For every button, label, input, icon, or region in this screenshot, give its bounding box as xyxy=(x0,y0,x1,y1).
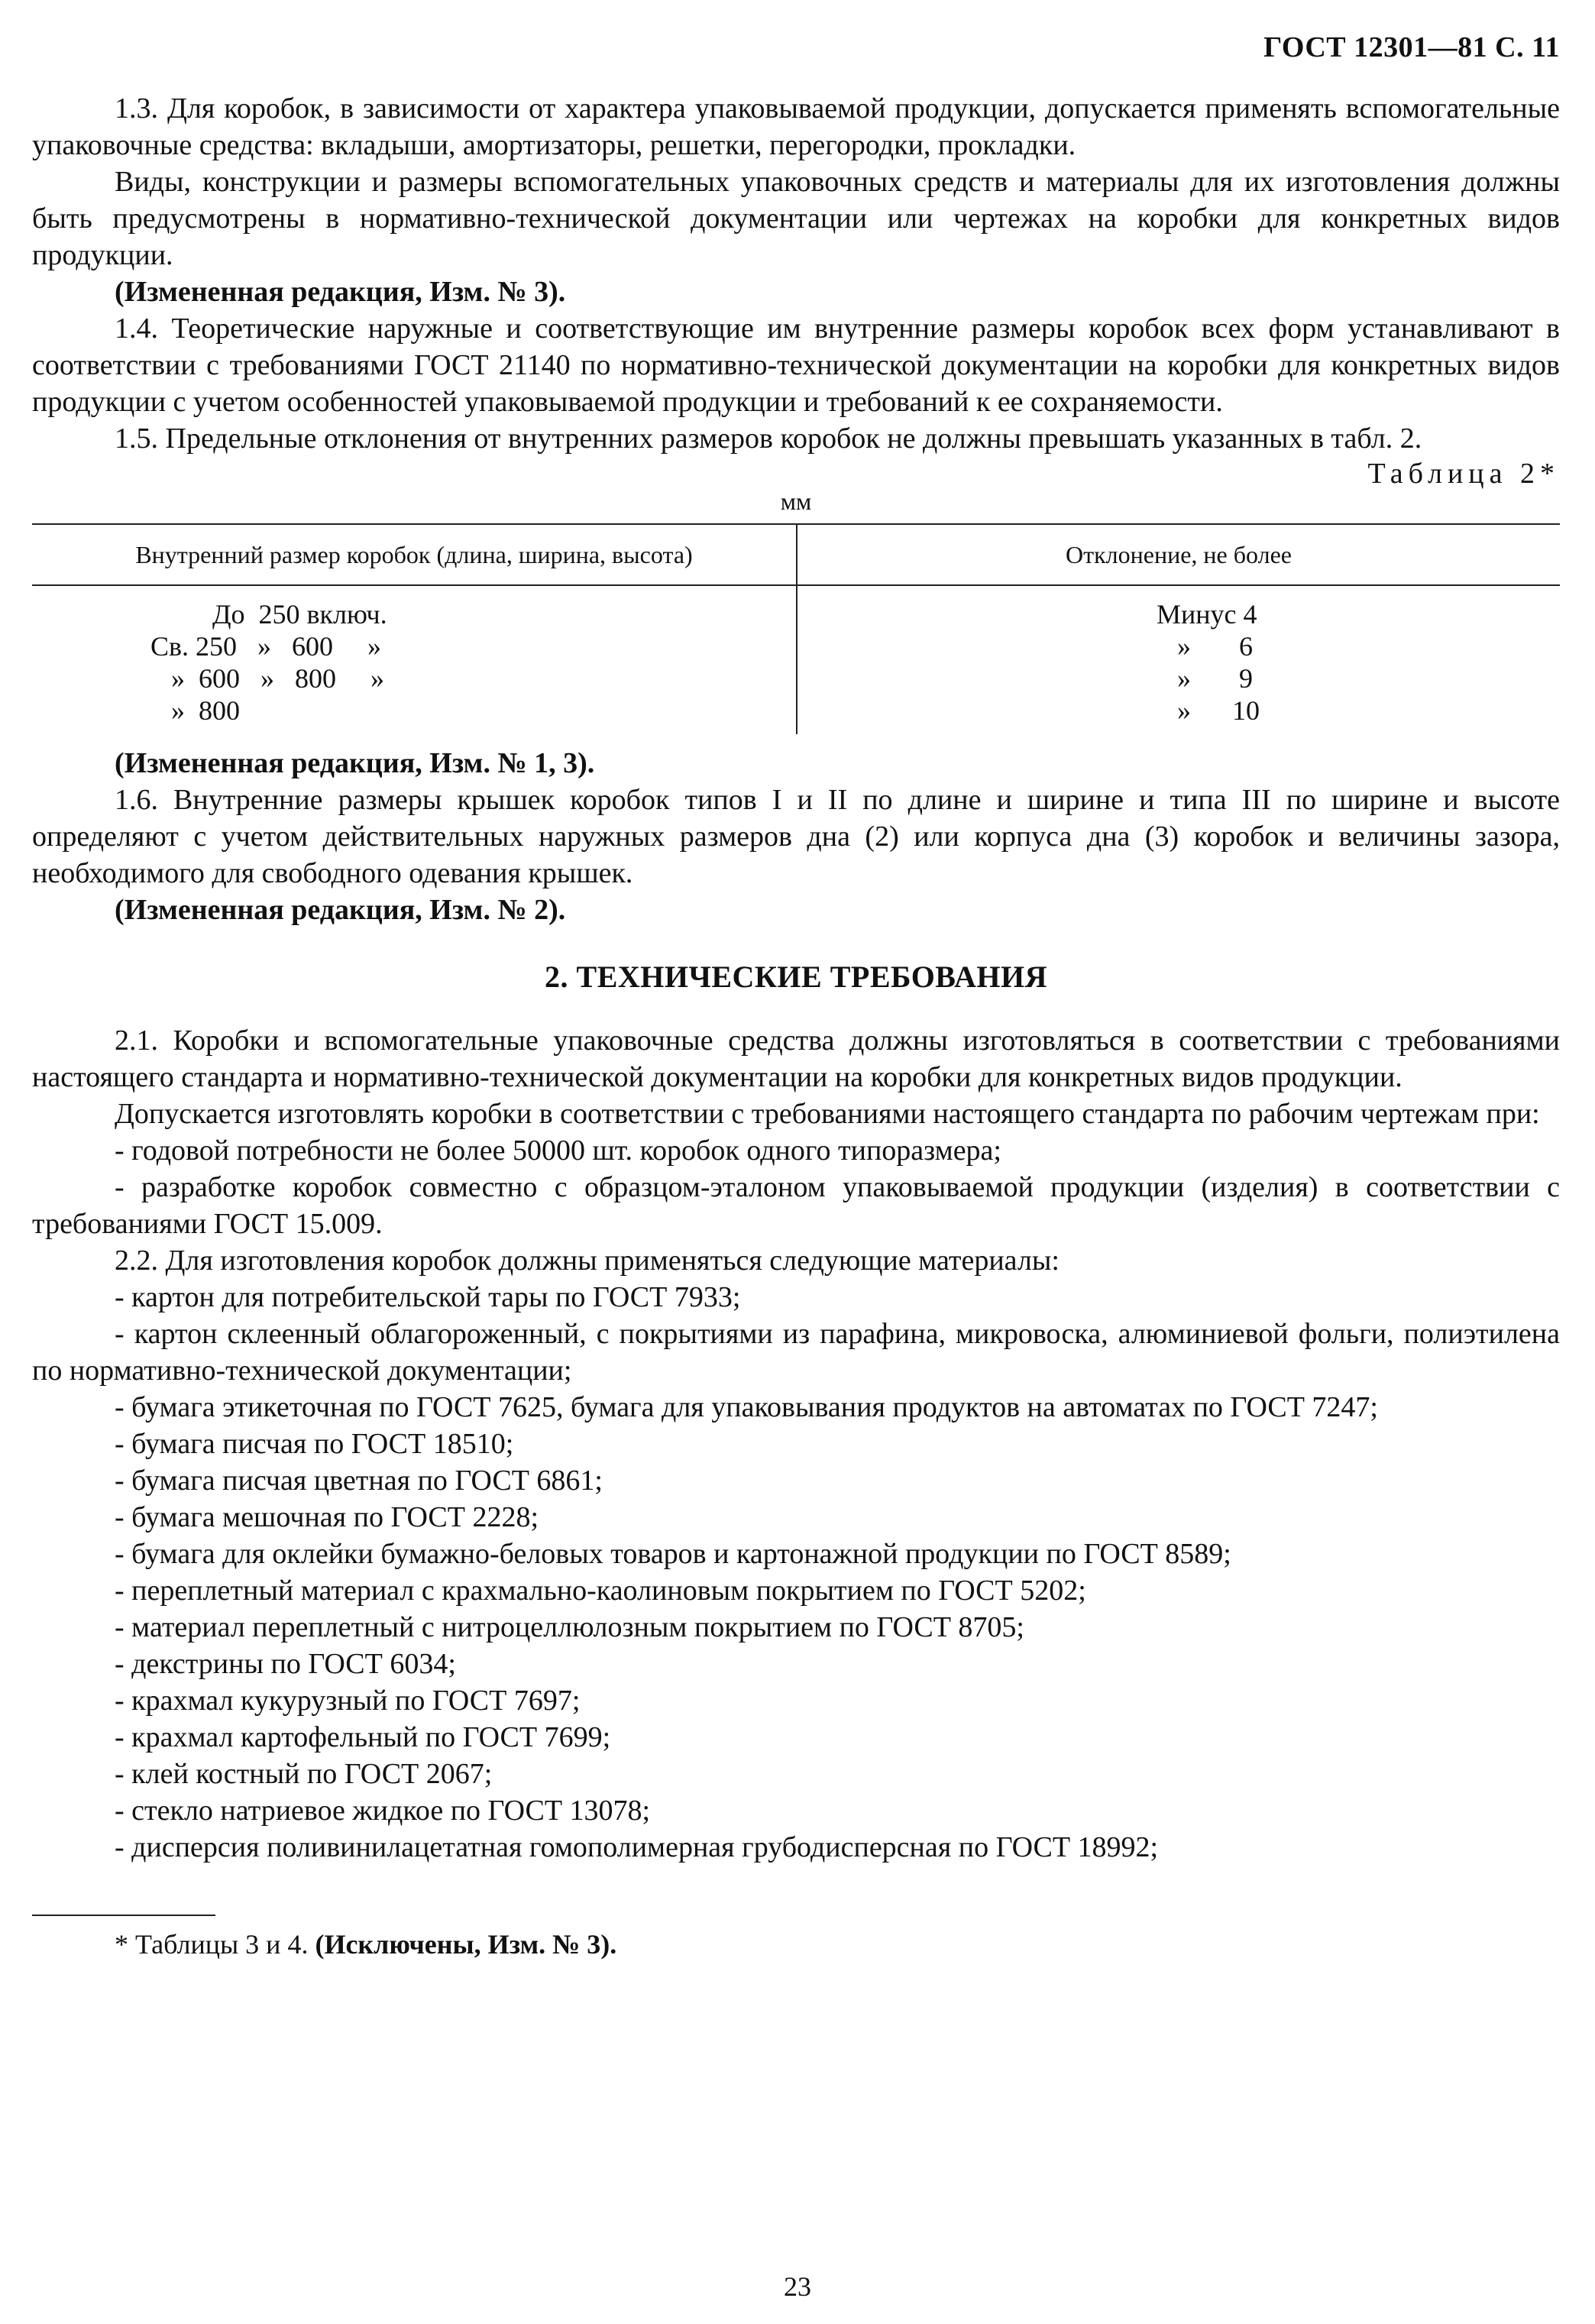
paragraph: - бумага для оклейки бумажно-беловых товаров и картонажной продукции по ГОСТ 8589; xyxy=(115,1538,1231,1570)
table-deviation-column xyxy=(797,585,1560,734)
table-header-deviation: Отклонение, не более xyxy=(797,524,1560,585)
paragraph: - клей костный по ГОСТ 2067; xyxy=(115,1758,493,1790)
table-deviation-cell: Минус 4 xyxy=(1157,599,1257,630)
paragraph: - годовой потребности не более 50000 шт. коробок одного типоразмера; xyxy=(115,1134,1001,1167)
paragraph: - картон для потребительской тары по ГОСТ 7933; xyxy=(115,1281,741,1313)
page-content xyxy=(32,90,1560,1962)
page-number: 23 xyxy=(784,2271,811,2302)
paragraph: (Измененная редакция, Изм. № 1, 3). xyxy=(115,747,595,779)
table-units: мм xyxy=(780,487,812,515)
paragraph: - бумага писчая по ГОСТ 18510; xyxy=(115,1428,514,1460)
paragraph: 2.2. Для изготовления коробок должны применяться следующие материалы: xyxy=(115,1245,1060,1277)
paragraph: 1.4. Теоретические наружные и соответствующие им внутренние размеры коробок всех форм устанавливают в соответствии с требованиями ГОСТ 21140 по нормативно-технической документации на коробки для конкретных видов продукции с учетом особенностей упаковываемой продукции и требований к ее сохраняемости. xyxy=(32,312,1560,418)
paragraph: (Измененная редакция, Изм. № 3). xyxy=(115,276,566,308)
footnote-bold: (Исключены, Изм. № 3). xyxy=(315,1929,617,1960)
table-deviation-cell: » 6 xyxy=(1157,631,1253,662)
paragraph: - картон склеенный облагороженный, с покрытиями из парафина, микровоска, алюминиевой фольги, полиэтилена по нормативно-технической документации; xyxy=(32,1318,1560,1387)
paragraph: - стекло натриевое жидкое по ГОСТ 13078; xyxy=(115,1795,651,1827)
paragraph: 2.1. Коробки и вспомогательные упаковочные средства должны изготовляться в соответствии с требованиями настоящего стандарта и нормативно-технической документации на коробки для конкретных видов продукции. xyxy=(32,1024,1560,1093)
table-size-cell: » 800 xyxy=(150,695,240,726)
deviation-table xyxy=(32,523,1560,734)
paragraphs-mid xyxy=(32,745,1560,928)
table-size-column xyxy=(32,585,797,734)
paragraph: - переплетный материал с крахмально-каолиновым покрытием по ГОСТ 5202; xyxy=(115,1575,1086,1607)
paragraph: - дисперсия поливинилацетатная гомополимерная грубодисперсная по ГОСТ 18992; xyxy=(115,1831,1159,1863)
footnote-text: * Таблицы 3 и 4. xyxy=(115,1929,315,1960)
paragraphs-top xyxy=(32,90,1560,457)
table-header-size: Внутренний размер коробок (длина, ширина, высота) xyxy=(32,524,797,585)
section-title: 2. ТЕХНИЧЕСКИЕ ТРЕБОВАНИЯ xyxy=(545,960,1047,994)
paragraph: - бумага мешочная по ГОСТ 2228; xyxy=(115,1501,539,1533)
footnote xyxy=(32,1927,1560,1962)
paragraph: Виды, конструкции и размеры вспомогательных упаковочных средств и материалы для их изготовления должны быть предусмотрены в нормативно-технической документации или чертежах на коробки для конкретных видов продукции. xyxy=(32,166,1560,271)
table-deviation-cell: » 10 xyxy=(1157,695,1260,726)
table-deviation-cell: » 9 xyxy=(1157,663,1253,694)
paragraph: - материал переплетный с нитроцеллюлозным покрытием по ГОСТ 8705; xyxy=(115,1611,1024,1643)
table-size-cell: Св. 250 » 600 » xyxy=(150,631,382,662)
paragraph: - разработке коробок совместно с образцом-эталоном упаковываемой продукции (изделия) в соответствии с требованиями ГОСТ 15.009. xyxy=(32,1171,1560,1240)
table-size-cell: » 600 » 800 » xyxy=(150,663,384,694)
paragraph: (Измененная редакция, Изм. № 2). xyxy=(115,894,566,926)
paragraph: - бумага писчая цветная по ГОСТ 6861; xyxy=(115,1465,603,1497)
paragraph: - декстрины по ГОСТ 6034; xyxy=(115,1648,456,1680)
paragraph: - крахмал картофельный по ГОСТ 7699; xyxy=(115,1721,611,1753)
paragraph: 1.6. Внутренние размеры крышек коробок типов I и II по длине и ширине и типа III по ширине и высоте определяют с учетом действительных наружных размеров дна (2) или корпуса дна (3) коробок и величины зазора, необходимого для свободного одевания крышек. xyxy=(32,784,1560,889)
paragraph: Допускается изготовлять коробки в соответствии с требованиями настоящего стандарта по рабочим чертежам при: xyxy=(115,1098,1540,1130)
paragraph: 1.5. Предельные отклонения от внутренних размеров коробок не должны превышать указанных в табл. 2. xyxy=(115,422,1422,455)
paragraph: - бумага этикеточная по ГОСТ 7625, бумага для упаковывания продуктов на автоматах по ГОСТ 7247; xyxy=(115,1391,1378,1423)
table-caption: Таблица 2* xyxy=(1367,458,1560,490)
page-header: ГОСТ 12301—81 С. 11 xyxy=(1263,31,1560,63)
paragraph: 1.3. Для коробок, в зависимости от характера упаковываемой продукции, допускается применять вспомогательные упаковочные средства: вкладыши, амортизаторы, решетки, перегородки, прокладки. xyxy=(32,92,1560,161)
footnote-divider xyxy=(32,1915,215,1916)
paragraph: - крахмал кукурузный по ГОСТ 7697; xyxy=(115,1685,581,1717)
table-size-cell: До 250 включ. xyxy=(150,599,387,630)
section-2-body xyxy=(32,1022,1560,1866)
